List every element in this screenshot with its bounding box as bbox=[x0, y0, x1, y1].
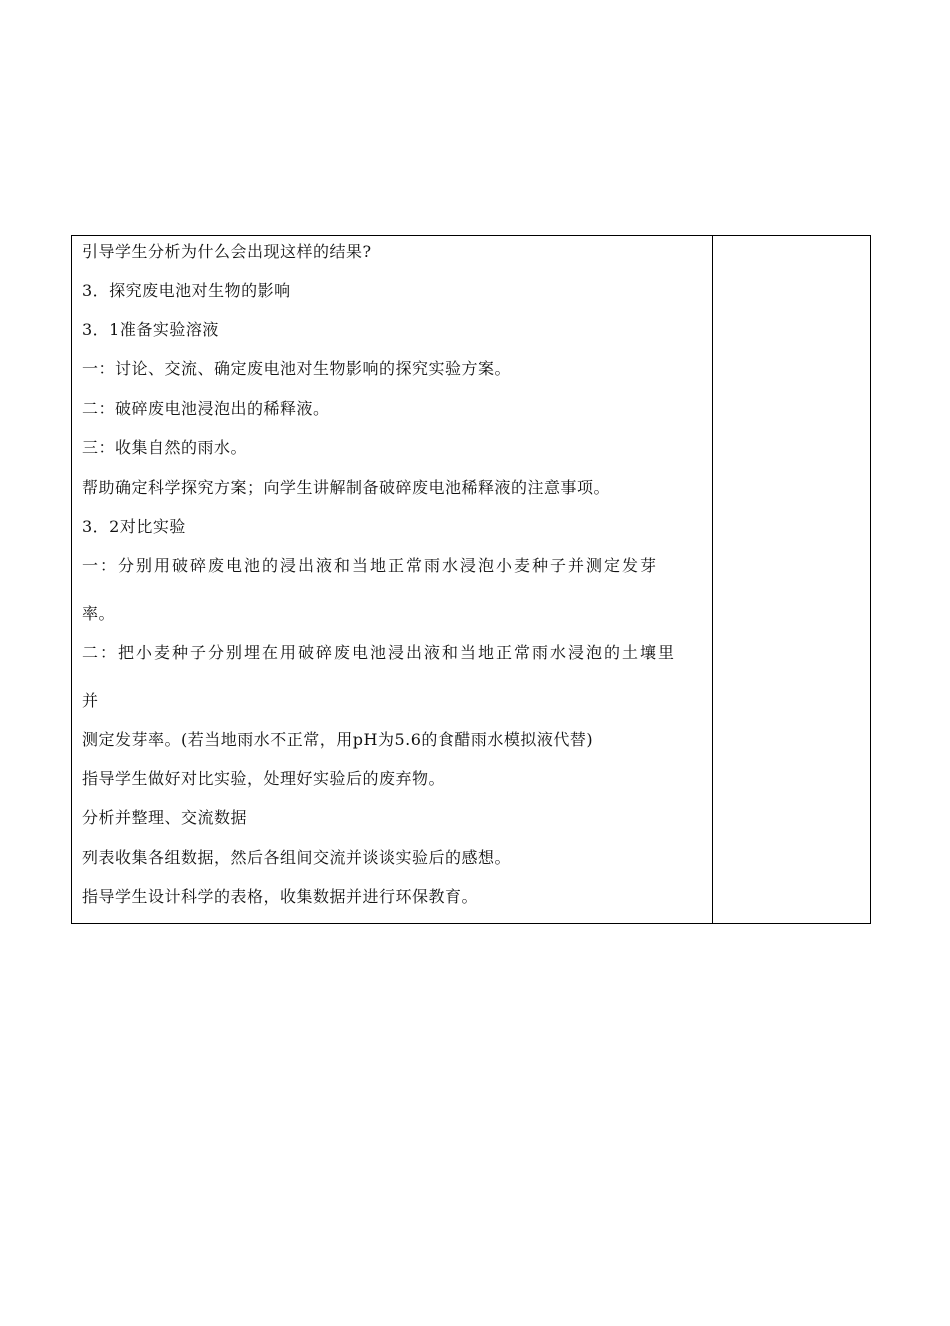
teaching-process-cell bbox=[82, 236, 708, 923]
lesson-plan-table bbox=[71, 235, 871, 924]
text-line: 二：把小麦种子分别埋在用破碎废电池浸出液和当地正常雨水浸泡的土壤里 bbox=[82, 643, 677, 662]
text-line: 一：讨论、交流、确定废电池对生物影响的探究实验方案。 bbox=[82, 359, 512, 378]
text-line: 率。 bbox=[82, 604, 116, 623]
text-line: 引导学生分析为什么会出现这样的结果? bbox=[82, 242, 372, 261]
text-line: 指导学生设计科学的表格，收集数据并进行环保教育。 bbox=[82, 887, 479, 906]
text-line: 列表收集各组数据，然后各组间交流并谈谈实验后的感想。 bbox=[82, 848, 512, 867]
text-line: 指导学生做好对比实验，处理好实验后的废弃物。 bbox=[82, 769, 446, 788]
notes-cell bbox=[714, 236, 870, 923]
text-line: 二：破碎废电池浸泡出的稀释液。 bbox=[82, 399, 330, 418]
text-line: 分析并整理、交流数据 bbox=[82, 808, 248, 827]
column-divider bbox=[712, 236, 713, 923]
text-line: 并 bbox=[82, 691, 99, 710]
text-line: 3．1准备实验溶液 bbox=[82, 320, 219, 339]
text-line: 三：收集自然的雨水。 bbox=[82, 438, 248, 457]
text-line: 帮助确定科学探究方案；向学生讲解制备破碎废电池稀释液的注意事项。 bbox=[82, 478, 611, 497]
text-line: 一：分别用破碎废电池的浸出液和当地正常雨水浸泡小麦种子并测定发芽 bbox=[82, 556, 659, 575]
text-line: 测定发芽率。(若当地雨水不正常，用pH为5.6的食醋雨水模拟液代替) bbox=[82, 730, 594, 749]
text-line: 3．2对比实验 bbox=[82, 517, 186, 536]
text-line: 3．探究废电池对生物的影响 bbox=[82, 281, 291, 300]
